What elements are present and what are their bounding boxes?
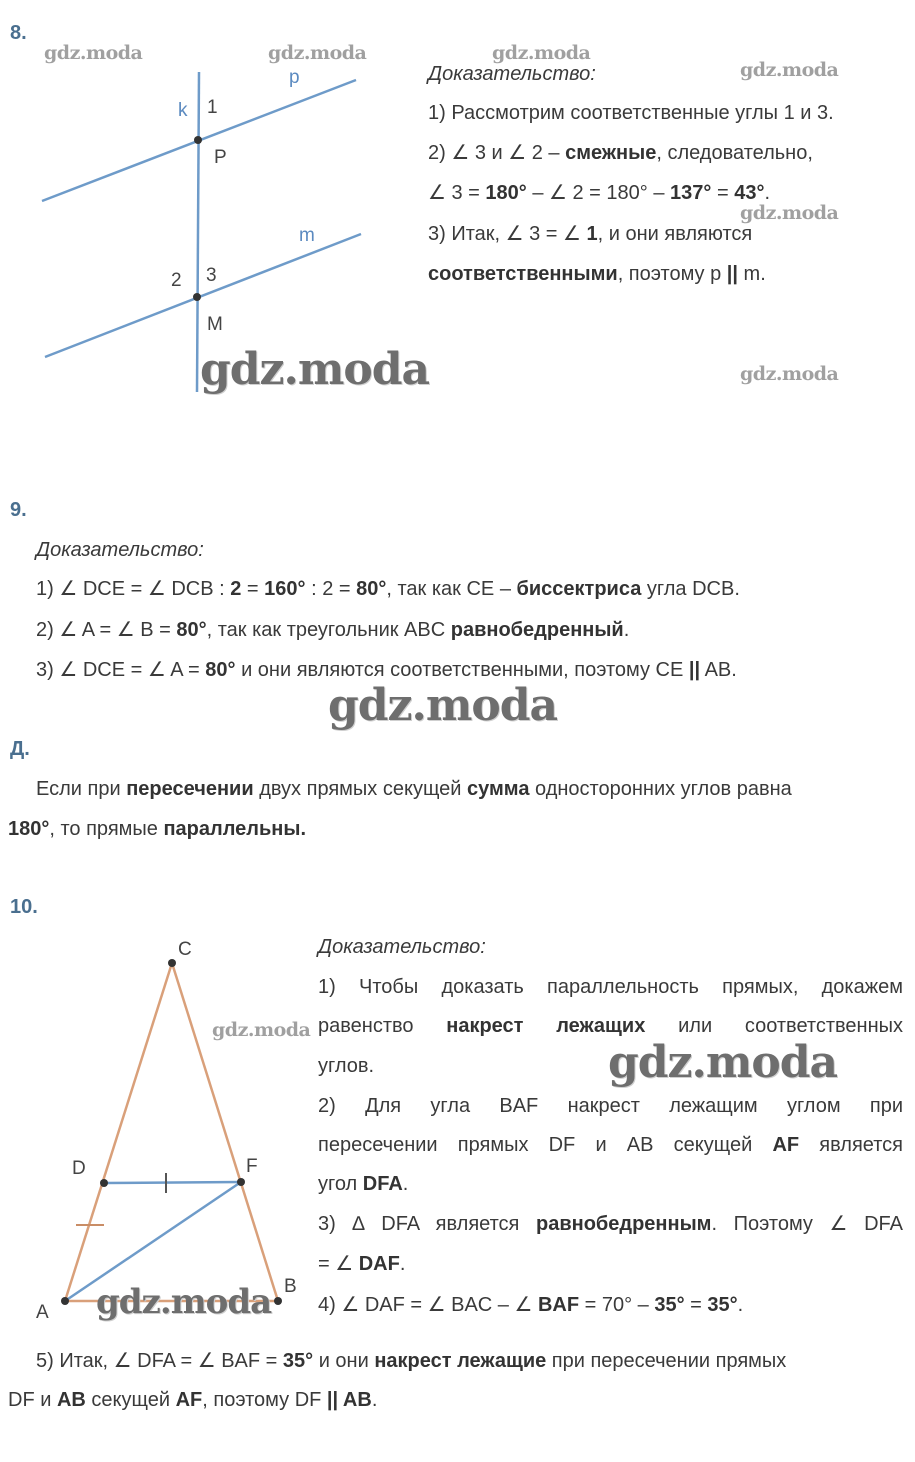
task-d-number: Д.	[10, 738, 30, 760]
label-angle-2: 2	[171, 270, 182, 291]
task-8-step-2-cont	[428, 181, 770, 205]
label-angle-1: 1	[207, 97, 218, 118]
point-A	[61, 1297, 69, 1305]
text: , так как треугольник ABC	[206, 619, 451, 641]
label-A: A	[36, 1302, 49, 1323]
text-bold: AB	[56, 1389, 86, 1411]
text-bold: ||	[326, 1389, 339, 1411]
task-10-p2-line-3	[318, 1172, 903, 1196]
watermark-large: gdz.moda	[608, 1037, 838, 1088]
text: 2) ∠ 3 и ∠ 2 –	[428, 142, 566, 164]
text: 2) ∠ A = ∠ B =	[36, 619, 177, 641]
text: , так как CE –	[386, 578, 517, 600]
text: .	[402, 1173, 409, 1195]
text: =	[241, 578, 265, 600]
task-d-line-1	[36, 777, 792, 801]
task-10-p1-line-1: 1) Чтобы доказать параллельность прямых, докажем	[318, 976, 903, 998]
task-8-step-3-cont	[428, 262, 766, 286]
task-8-step-1: 1) Рассмотрим соответственные углы 1 и 3.	[428, 102, 834, 124]
text: . Поэтому ∠ DFA	[711, 1213, 903, 1235]
text: , то прямые	[49, 818, 164, 840]
text: или соответственных	[645, 1015, 904, 1037]
text-bold: 35°	[707, 1294, 738, 1316]
task-10-p1-line-3: углов.	[318, 1055, 375, 1077]
text: = 70° –	[579, 1294, 655, 1316]
figure-10	[36, 939, 297, 1323]
text: и они	[313, 1350, 375, 1372]
task-10-p2-line-1: 2) Для угла BAF накрест лежащим углом при	[318, 1095, 903, 1117]
text-bold: ||	[726, 263, 738, 285]
text: пересечении прямых DF и AB секущей	[318, 1134, 773, 1156]
text-bold: равнобедренный	[450, 619, 624, 641]
text-bold: AB	[338, 1389, 372, 1411]
text: =	[711, 182, 735, 204]
text-bold: параллельны.	[163, 818, 306, 840]
task-d-line-2	[8, 817, 306, 841]
label-C: C	[178, 939, 192, 960]
point-P	[194, 136, 202, 144]
text: 4) ∠ DAF = ∠ BAC – ∠	[318, 1294, 538, 1316]
text: и они являются соответственными, поэтому CE	[235, 659, 689, 681]
text: 3) ∠ DCE = ∠ A =	[36, 659, 206, 681]
watermark-large: gdz.moda	[200, 344, 430, 395]
watermark: gdz.moda	[268, 42, 367, 64]
text: – ∠ 2 = 180° –	[526, 182, 671, 204]
task-9-step-2	[36, 618, 629, 642]
task-9-step-3	[36, 658, 737, 682]
text-bold: AF	[772, 1134, 800, 1156]
label-F: F	[246, 1156, 258, 1177]
text-bold: 1	[586, 223, 598, 245]
text-bold: 137°	[670, 182, 712, 204]
text: = ∠	[318, 1253, 359, 1275]
text: равенство	[318, 1015, 447, 1037]
text-bold: 80°	[176, 619, 207, 641]
task-9-number: 9.	[10, 499, 27, 521]
task-8-step-3	[428, 222, 752, 246]
text-bold: смежные	[565, 142, 657, 164]
watermark-large: gdz.moda	[328, 680, 558, 731]
text-bold: 43°	[734, 182, 765, 204]
text-bold: 35°	[654, 1294, 685, 1316]
text-bold: 2	[230, 578, 242, 600]
text-bold: ||	[688, 659, 701, 681]
text: односторонних углов равна	[529, 778, 792, 800]
line-m	[45, 234, 361, 357]
text-bold: равнобедренным	[535, 1213, 712, 1235]
text-bold: 180°	[8, 818, 50, 840]
point-F	[237, 1178, 245, 1186]
watermark: gdz.moda	[492, 42, 591, 64]
text-bold: 35°	[282, 1350, 314, 1372]
label-P: P	[214, 147, 227, 168]
text: .	[399, 1253, 406, 1275]
watermark: gdz.moda	[740, 59, 839, 81]
text-bold: сумма	[467, 778, 530, 800]
text-bold: DFA	[362, 1173, 403, 1195]
text: угла DCB.	[641, 578, 740, 600]
text: .	[764, 182, 771, 204]
text: при пересечении прямых	[546, 1350, 787, 1372]
text: DF и	[8, 1389, 57, 1411]
task-8-number: 8.	[10, 22, 27, 44]
text: является	[799, 1134, 904, 1156]
label-p: p	[289, 67, 300, 88]
text: .	[737, 1294, 744, 1316]
task-10-p1-line-2	[318, 1014, 903, 1038]
text-bold: 80°	[356, 578, 387, 600]
text: 3) ∆ DFA является	[318, 1213, 536, 1235]
text: угол	[318, 1173, 363, 1195]
task-10-p3-line-2	[318, 1252, 903, 1276]
text-bold: DAF	[358, 1253, 400, 1275]
point-C	[168, 959, 176, 967]
task-9-proof-title: Доказательство:	[36, 539, 204, 561]
segment-DF	[104, 1182, 241, 1183]
line-k	[197, 72, 199, 392]
text: m.	[738, 263, 766, 285]
text: двух прямых секущей	[253, 778, 468, 800]
label-D: D	[72, 1158, 86, 1179]
task-10-number: 10.	[10, 896, 38, 918]
point-M	[193, 293, 201, 301]
task-10-p3-line-1	[318, 1212, 903, 1236]
label-M: M	[207, 314, 223, 335]
label-k: k	[178, 100, 188, 121]
text-bold: AF	[175, 1389, 203, 1411]
text: : 2 =	[305, 578, 357, 600]
text-bold: 80°	[205, 659, 236, 681]
text: Если при	[36, 778, 127, 800]
watermark: gdz.moda	[740, 363, 839, 385]
text: AB.	[700, 659, 737, 681]
task-8-step-2	[428, 141, 813, 165]
text-bold: 180°	[485, 182, 527, 204]
text-bold: пересечении	[126, 778, 254, 800]
text: , следовательно,	[656, 142, 813, 164]
task-10-p2-line-2	[318, 1133, 903, 1157]
text-bold: биссектриса	[516, 578, 642, 600]
text-bold: 160°	[264, 578, 306, 600]
watermark-large: gdz.moda	[96, 1282, 272, 1322]
side-BC	[172, 963, 278, 1301]
text: .	[623, 619, 630, 641]
watermark: gdz.moda	[740, 202, 839, 224]
point-B	[274, 1297, 282, 1305]
text: секущей	[85, 1389, 176, 1411]
text: 5) Итак, ∠ DFA = ∠ BAF =	[36, 1350, 283, 1372]
point-D	[100, 1179, 108, 1187]
text: 3) Итак, ∠ 3 = ∠	[428, 223, 587, 245]
text-bold: накрест лежащие	[374, 1350, 547, 1372]
text-bold: накрест лежащих	[446, 1015, 646, 1037]
text: .	[371, 1389, 378, 1411]
side-AC	[65, 963, 172, 1301]
text: =	[684, 1294, 708, 1316]
task-10-p4	[318, 1293, 743, 1317]
text: 1) ∠ DCE = ∠ DCB :	[36, 578, 231, 600]
text: , поэтому DF	[202, 1389, 327, 1411]
label-B: B	[284, 1276, 297, 1297]
text: , и они являются	[597, 223, 753, 245]
task-8-proof-title: Доказательство:	[428, 63, 596, 85]
label-angle-3: 3	[206, 265, 217, 286]
text: , поэтому p	[617, 263, 727, 285]
watermark: gdz.moda	[212, 1019, 311, 1041]
watermark: gdz.moda	[44, 42, 143, 64]
text-bold: соответственными	[428, 263, 618, 285]
text: ∠ 3 =	[428, 182, 486, 204]
label-m: m	[299, 225, 315, 246]
text-bold: BAF	[537, 1294, 580, 1316]
task-9-step-1	[36, 577, 740, 601]
task-10-p5-line-2	[8, 1388, 377, 1412]
task-10-proof-title: Доказательство:	[318, 936, 486, 958]
task-10-p5-line-1	[36, 1349, 786, 1373]
